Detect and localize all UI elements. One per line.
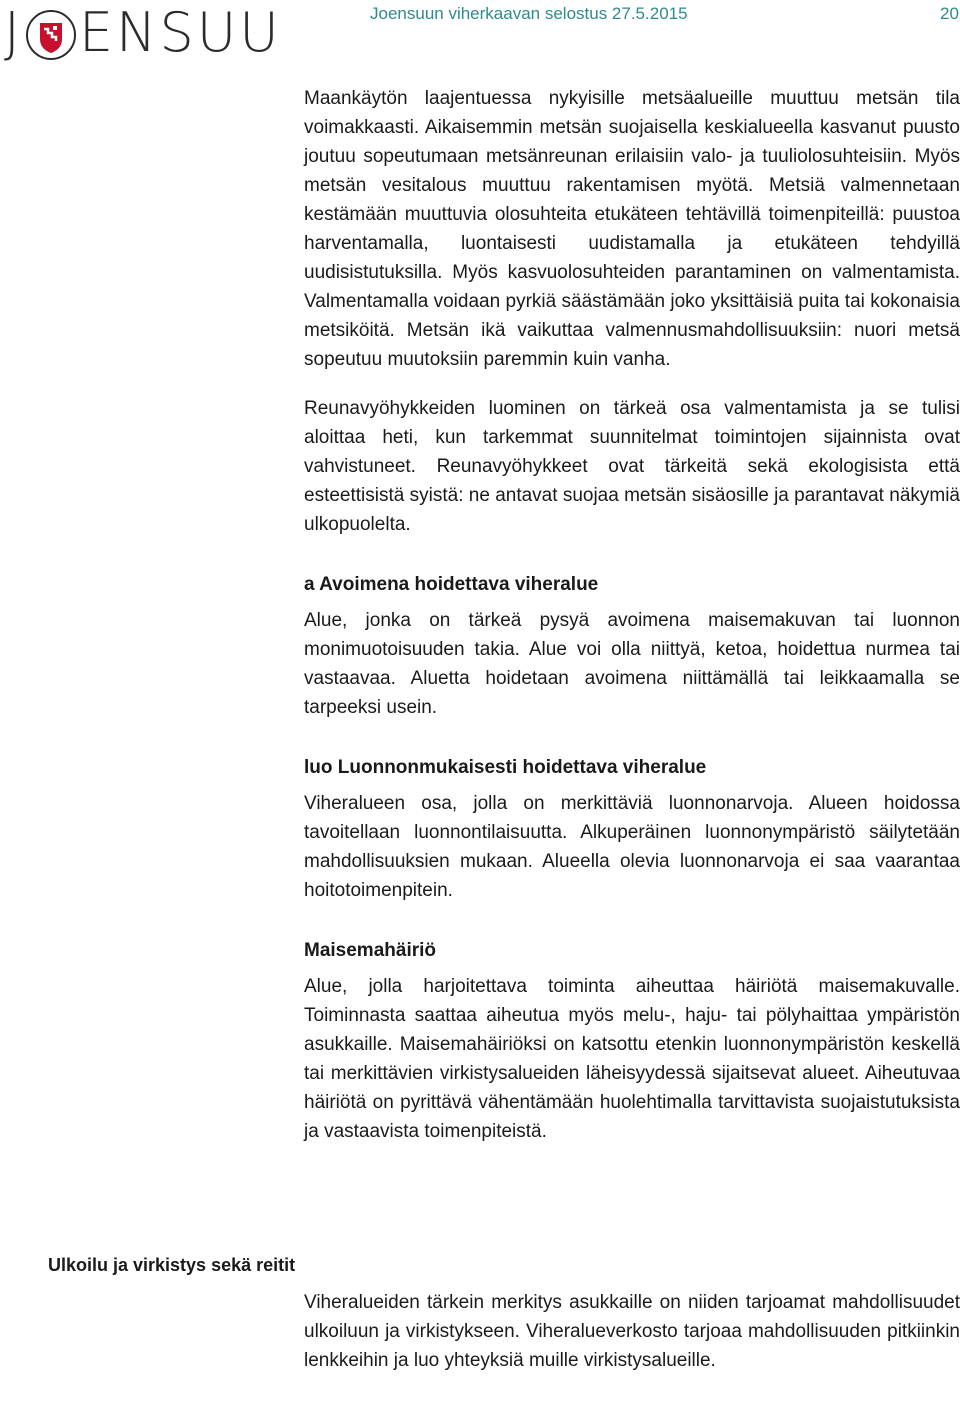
outdoor-text: Viheralueiden tärkein merkitys asukkaille on niiden tarjoamat mahdollisuudet ulkoiluun ja virkistykseen. Viheralueverkosto tarjoaa mahdollisuuden pitkiinkin lenkkeihin ja luo yhteyksiä muille virkistysalueille. [304,1292,960,1371]
page-header [0,0,960,70]
main-content [304,84,960,1146]
intro-paragraph-2: Reunavyöhykkeiden luominen on tärkeä osa valmentamista ja se tulisi aloittaa heti, kun tarkemmat suunnitelmat toimintojen sijainnista ovat vahvistuneet. Reunavyöhykkeet ovat tärkeitä sekä ekologisista että esteettisistä syistä: ne antavat suojaa metsän sisäosille ja parantavat näkymiä ulkopuolelta. [304,398,960,535]
section-luonnonmukaisesti [304,753,960,905]
coat-of-arms-icon [25,9,77,61]
outdoor-section [304,1288,960,1375]
page-number: 20 [940,4,959,23]
section-heading: luo Luonnonmukaisesti hoidettava viheralue [304,757,707,778]
section-text: Alue, jolla harjoitettava toiminta aiheuttaa häiriötä maisemakuvalle. Toiminnasta saattaa aiheutua myös melu-, haju- tai pölyhaittaa ympäristön asukkaille. Maisemahäiriöksi on katsottu etenkin luonnonympäristön keskellä tai merkittävien virkistysalueiden läheisyydessä sijaitsevat alueet. Aiheutuvaa häiriötä on pyrittävä vähentämään huolehtimalla tarvittavista suojaistutuksista ja vastaavista toimenpiteistä. [304,976,960,1142]
logo-text-left: J [4,1,23,64]
section-heading: Maisemahäiriö [304,940,436,961]
section-text: Viheralueen osa, jolla on merkittäviä luonnonarvoja. Alueen hoidossa tavoitellaan luonnontilaisuutta. Alkuperäinen luonnonympäristö säilytetään mahdollisuuksien mukaan. Alueella olevia luonnonarvoja ei saa vaarantaa hoitotoimenpitein. [304,793,960,901]
document-title: Joensuun viherkaavan selostus 27.5.2015 [370,4,688,23]
outdoor-heading: Ulkoilu ja virkistys sekä reitit [48,1255,296,1275]
logo-text-right: ENSUU [78,1,282,64]
section-maisemahairio [304,936,960,1146]
section-text: Alue, jonka on tärkeä pysyä avoimena maisemakuvan tai luonnon monimuotoisuuden takia. Alue voi olla niittyä, ketoa, hoidettua nurmea tai vastaavaa. Aluetta hoidetaan avoimena niittämällä tai leikkaamalla se tarpeeksi usein. [304,610,960,718]
joensuu-logo [4,2,282,64]
intro-paragraph-1: Maankäytön laajentuessa nykyisille metsäalueille muuttuu metsän tila voimakkaasti. Aikaisemmin metsän suojaisella keskialueella kasvanut puusto joutuu sopeutumaan metsänreunan erilaisiin valo- ja tuuliolosuhteisiin. Myös metsän vesitalous muuttuu rakentamisen myötä. Metsiä valmennetaan kestämään muuttuvia olosuhteita etukäteen tehtävillä toimenpiteillä: puustoa harventamalla, luontaisesti uudistamalla ja etukäteen tehdyillä uudisistutuksilla. Myös kasvuolosuhteiden parantaminen on valmentamista. Valmentamalla voidaan pyrkiä säästämään joko yksittäisiä puita tai kokonaisia metsiköitä. Metsän ikä vaikuttaa valmennusmahdollisuuksiin: nuori metsä sopeutuu muutoksiin paremmin kuin vanha. [304,88,960,370]
section-heading: a Avoimena hoidettava viheralue [304,574,599,595]
section-avoimena [304,570,960,722]
